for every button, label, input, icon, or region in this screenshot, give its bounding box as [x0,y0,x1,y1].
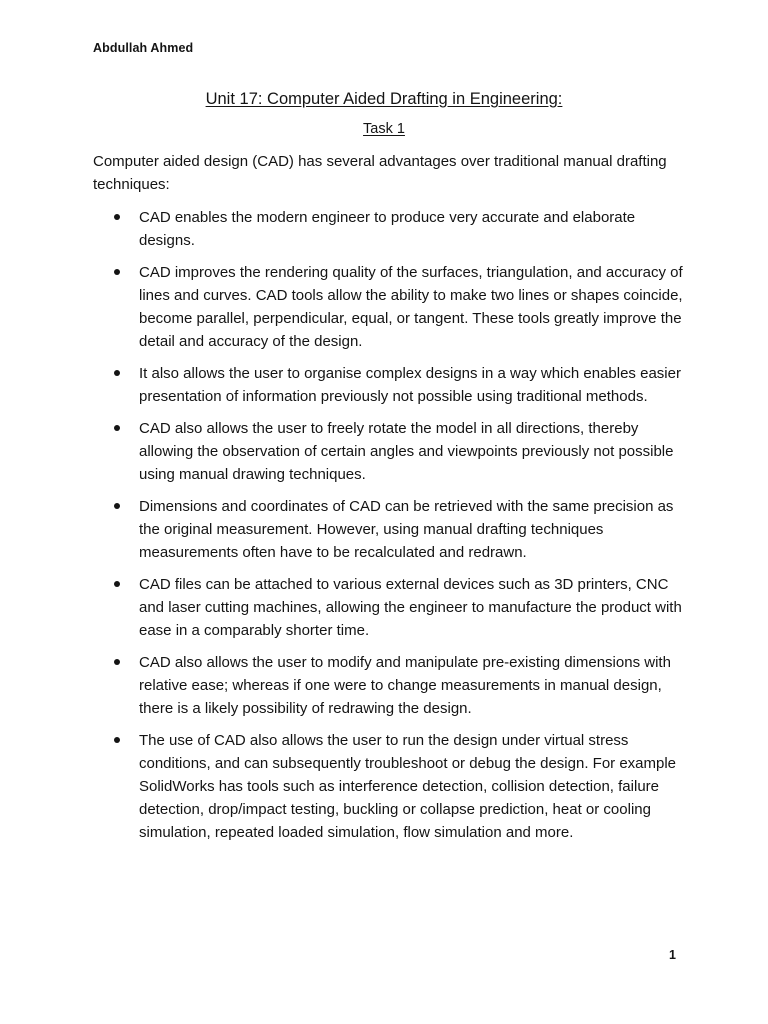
list-item [93,573,683,642]
list-item-text: The use of CAD also allows the user to run the design under virtual stress conditions, and can subsequently troubleshoot or debug the design. For example SolidWorks has tools such as interference detection, collision detection, failure detection, drop/impact testing, buckling or collapse prediction, heat or cooling simulation, repeated loaded simulation, flow simulation and more. [139,732,677,841]
list-item [93,729,683,844]
list-item-text: CAD also allows the user to modify and manipulate pre-existing dimensions with relative ease; whereas if one were to change measurements in manual design, there is a likely possibility of redrawing the design. [139,654,671,717]
bullet-icon [114,503,120,509]
list-item [93,417,683,486]
list-item [93,362,683,408]
bullet-icon [114,425,120,431]
bullet-icon [114,581,120,587]
page-number: 1 [669,948,676,962]
bullet-icon [114,659,120,665]
list-item-text: It also allows the user to organise complex designs in a way which enables easier presentation of information previously not possible using traditional methods. [139,365,681,405]
document-title: Unit 17: Computer Aided Drafting in Engineering: [205,90,563,108]
list-item-text: CAD files can be attached to various external devices such as 3D printers, CNC and laser cutting machines, allowing the engineer to manufacture the product with ease in a comparably shorter time. [139,576,682,639]
bullet-icon [114,737,120,743]
list-item [93,206,683,252]
list-item [93,651,683,720]
list-item [93,261,683,353]
bullet-icon [114,370,120,376]
list-item-text: CAD also allows the user to freely rotate the model in all directions, thereby allowing the observation of certain angles and viewpoints previously not possible using manual drawing techniques. [139,420,674,483]
list-item-text: CAD enables the modern engineer to produce very accurate and elaborate designs. [139,209,636,249]
list-item-text: CAD improves the rendering quality of the surfaces, triangulation, and accuracy of lines and curves. CAD tools allow the ability to make two lines or shapes coincide, become parallel, perpendicular, equal, or tangent. These tools greatly improve the detail and accuracy of the design. [139,264,683,350]
list-item [93,495,683,564]
bullet-icon [114,269,120,275]
task-heading: Task 1 [363,121,405,137]
author-name: Abdullah Ahmed [93,41,194,55]
bullet-icon [114,214,120,220]
list-item-text: Dimensions and coordinates of CAD can be retrieved with the same precision as the original measurement. However, using manual drafting techniques measurements often have to be recalculated and redrawn. [139,498,674,561]
advantages-list [93,206,683,853]
intro-paragraph: Computer aided design (CAD) has several advantages over traditional manual drafting techniques: [93,153,667,193]
